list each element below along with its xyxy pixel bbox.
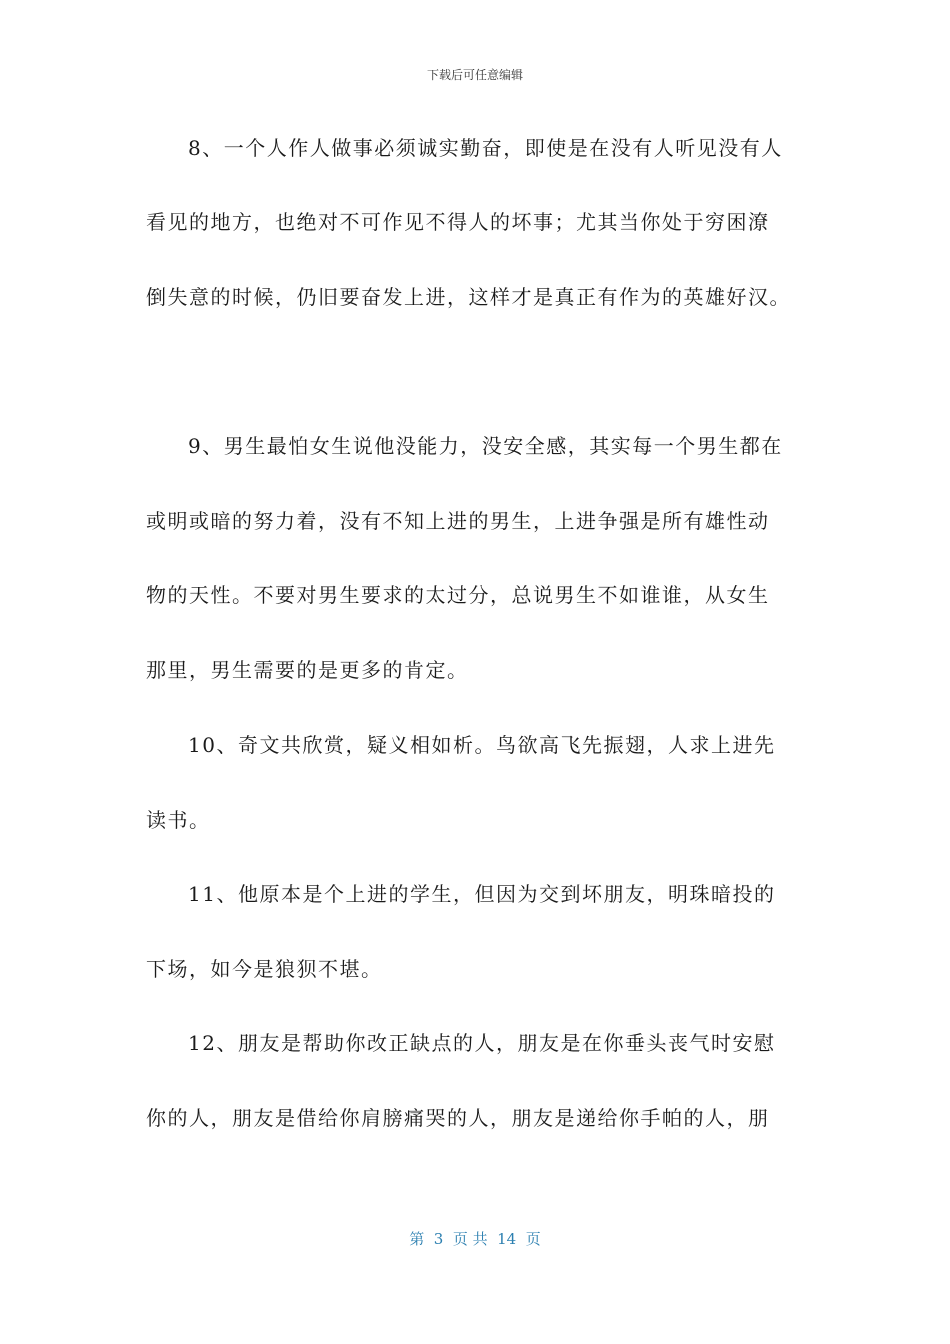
page-header: 下载后可任意编辑 [426,68,523,82]
paragraph-line: 8、一个人作人做事必须诚实勤奋，即使是在没有人听见没有人 [188,136,783,160]
paragraph-line: 读书。 [146,808,211,832]
paragraph-line: 或明或暗的努力着，没有不知上进的男生，上进争强是所有雄性动 [146,509,770,533]
paragraph-line: 物的天性。不要对男生要求的太过分，总说男生不如谁谁，从女生 [146,583,770,607]
paragraph-line: 倒失意的时候，仍旧要奋发上进，这样才是真正有作为的英雄好汉。 [146,285,791,309]
page-number-footer: 第 3 页 共 14 页 [409,1230,541,1248]
paragraph-line: 那里，男生需要的是更多的肯定。 [146,658,469,682]
paragraph-line: 下场，如今是狼狈不堪。 [146,957,383,981]
paragraph-line: 看见的地方，也绝对不可作见不得人的坏事；尤其当你处于穷困潦 [146,210,770,234]
paragraph-line: 12、朋友是帮助你改正缺点的人，朋友是在你垂头丧气时安慰 [188,1031,776,1055]
paragraph-line: 10、奇文共欣赏，疑义相如析。鸟欲高飞先振翅，人求上进先 [188,733,776,757]
paragraph-line: 9、男生最怕女生说他没能力，没安全感，其实每一个男生都在 [188,434,783,458]
paragraph-line: 11、他原本是个上进的学生，但因为交到坏朋友，明珠暗投的 [188,882,776,906]
paragraph-line: 你的人，朋友是借给你肩膀痛哭的人，朋友是递给你手帕的人，朋 [146,1106,770,1130]
